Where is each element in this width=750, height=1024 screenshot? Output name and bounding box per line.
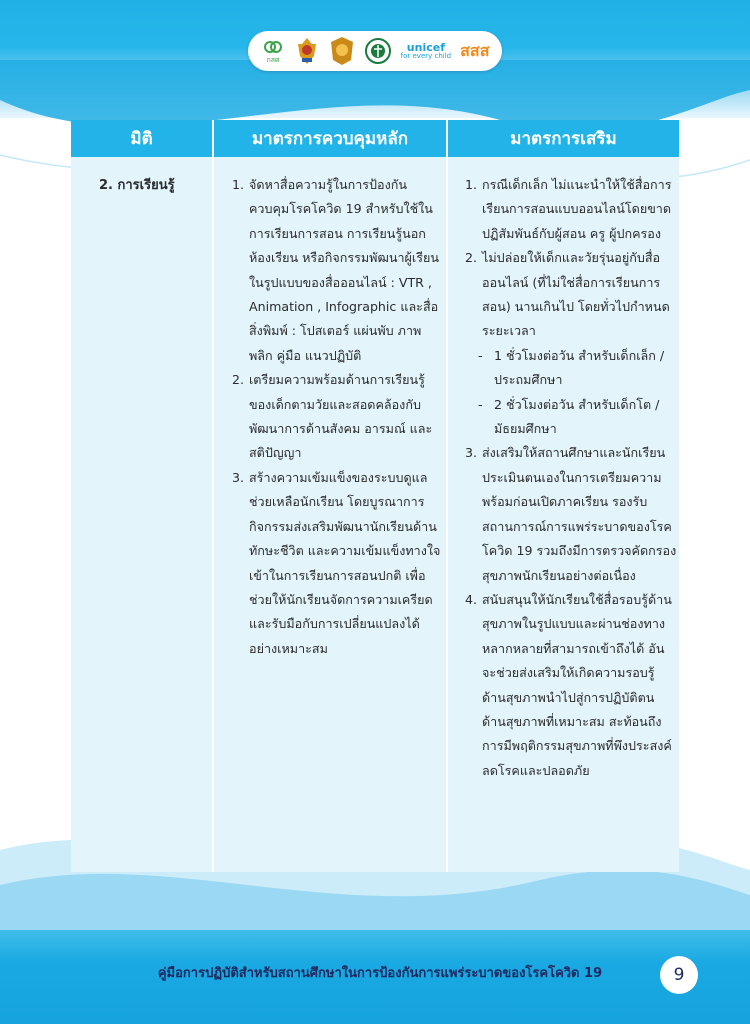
supplementary-measures-cell bbox=[465, 173, 677, 783]
page-number: 9 bbox=[660, 956, 698, 994]
list-item: 4. สนับสนุนให้นักเรียนใช้สื่อรอบรู้ด้านสุขภาพในรูปแบบและผ่านช่องทางหลากหลายที่สามารถเข้าถึงได้ อันจะช่วยส่งเสริมให้เกิดความรอบรู้ด้านสุขภาพนำไปสู่การปฏิบัติตนด้านสุขภาพที่เหมาะสม สะท้อนถึงการมีพฤติกรรมสุขภาพที่พึงประสงค์ ลดโรคและปลอดภัย bbox=[465, 591, 672, 778]
svg-text:กสศ: กสศ bbox=[266, 56, 279, 64]
header-supplementary-measures: มาตรการเสริม bbox=[510, 129, 617, 149]
column-divider bbox=[212, 120, 214, 872]
unicef-logo: unicef for every child bbox=[400, 41, 452, 60]
column-divider bbox=[446, 120, 448, 872]
supplementary-measures-list bbox=[465, 173, 677, 344]
doh-seal-logo bbox=[364, 37, 392, 65]
supplementary-measures-list-continued bbox=[465, 441, 677, 783]
dohe-logo bbox=[261, 38, 285, 64]
sub-list-item: - 2 ชั่วโมงต่อวัน สำหรับเด็กโต / มัธยมศึกษา bbox=[478, 396, 660, 437]
list-item: 1. กรณีเด็กเล็ก ไม่แนะนำให้ใช้สื่อการเรียนการสอนแบบออนไลน์โดยขาดปฏิสัมพันธ์กับผู้สอน ครู ผู้ปกครอง bbox=[465, 177, 672, 241]
main-measures-list bbox=[232, 173, 442, 661]
list-item: 2. เตรียมความพร้อมด้านการเรียนรู้ของเด็กตามวัยและสอดคล้องกับพัฒนาการด้านสังคม อารมณ์ และสติปัญญา bbox=[232, 372, 433, 461]
footer-title: คู่มือการปฏิบัติสำหรับสถานศึกษาในการป้องกันการแพร่ระบาดของโรคโควิด 19 bbox=[157, 966, 603, 981]
moe-emblem-logo bbox=[294, 36, 320, 66]
list-item: 2. ไม่ปล่อยให้เด็กและวัยรุ่นอยู่กับสื่อออนไลน์ (ที่ไม่ใช่สื่อการเรียนการสอน) นานเกินไป โดยทั่วไปกำหนดระยะเวลา bbox=[465, 250, 670, 339]
logo-bar bbox=[248, 31, 502, 71]
sub-list-item: - 1 ชั่วโมงต่อวัน สำหรับเด็กเล็ก / ประถมศึกษา bbox=[478, 347, 665, 388]
list-item: 3. สร้างความเข้มแข็งของระบบดูแลช่วยเหลือนักเรียน โดยบูรณาการกิจกรรมส่งเสริมพัฒนานักเรียนด้านทักษะชีวิต และความเข้มแข็งทางใจ เข้าในการเรียนการสอนปกติ เพื่อช่วยให้นักเรียนจัดการความเครียดและรับมือกับการเปลี่ยนแปลงได้อย่างเหมาะสม bbox=[232, 469, 441, 656]
thaihealth-logo: สสส bbox=[460, 41, 490, 60]
main-measures-cell bbox=[232, 173, 442, 661]
header-main-measures: มาตรการควบคุมหลัก bbox=[251, 129, 409, 149]
list-item: 3. ส่งเสริมให้สถานศึกษาและนักเรียนประเมินตนเองในการเตรียมความพร้อมก่อนเปิดภาคเรียน รองรับสถานการณ์การแพร่ระบาดของโรคโควิด 19 รวมถึงมีการตรวจคัดกรองสุขภาพนักเรียนอย่างต่อเนื่อง bbox=[465, 445, 677, 583]
mophealth-emblem-logo bbox=[329, 36, 355, 66]
list-item: 1. จัดหาสื่อความรู้ในการป้องกันควบคุมโรคโควิด 19 สำหรับใช้ในการเรียนการสอน การเรียนรู้นอกห้องเรียน หรือกิจกรรมพัฒนาผู้เรียน ในรูปแบบของสื่อออนไลน์ : VTR , Animation , Infographic และสื่อสิ่งพิมพ์ : โปสเตอร์ แผ่นพับ ภาพพลิก คู่มือ แนวปฏิบัติ bbox=[232, 177, 439, 363]
measures-table bbox=[71, 120, 679, 872]
header-dimension: มิติ bbox=[130, 129, 153, 149]
dimension-label: 2. การเรียนรู้ bbox=[99, 178, 175, 193]
